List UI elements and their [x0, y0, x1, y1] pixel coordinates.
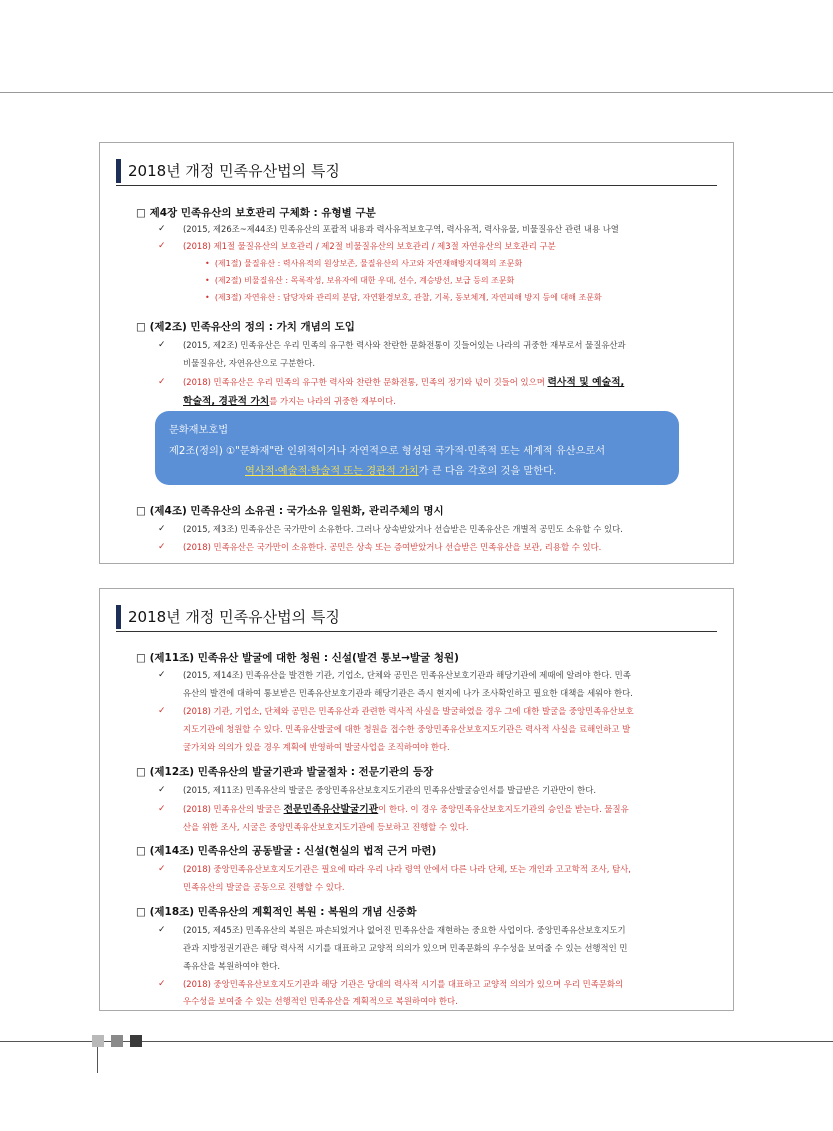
slide-2: 2018년 개정 민족유산법의 특징 □ (제11조) 민족유산 발굴에 대한 청원 : 신설(발견 통보→발굴 청원) ✓ (2015, 제14조) 민족유산을 발견한 기관, 기업소, 단체와 공민은 민족유산보호기관과 해당기관에 제때에 알려야 한다. 민족 유산의 발견에 대하여 통보받은 민족유산보호기관과 해당기관은 즉시 현지에 나가 조사확인하고 필요한 대책을 세워야 한다. ✓ (2018) 기관, 기업소, 단체와 공민은 민족유산과 관련한 력사적 사실을 발굴하였을 경우 그에 대한 발굴을 중앙민족유산보호 지도기관에 청원할 수 있다. 민족유산발굴에 대한 청원을 접수한 중앙민족유산보호지도기관은 력사적 사실을 료해인하고 발 굴가치와 의의가 있을 경우 계획에 반영하여 발굴사업을 조직하여야 한다. □ (제12조) 민족유산의 발굴기관과 발굴절차 : 전문기관의 등장 ✓ (2015, 제11조) 민족유산의 발굴은 중앙민족유산보호지도기관의 민족유산발굴승인서를 발급받은 기관만이 한다. ✓ (2018) 민족유산의 발굴은 전문민족유산발굴기관이 한다. 이 경우 중앙민족유산보호지도기관의 승인을 받는다. 물질유 산을 위한 조사, 시굴은 중앙민족유산보호지도기관에 등보하고 진행할 수 있다. □ (제14조) 민족유산의 공동발굴 : 신설(현실의 법적 근거 마련) ✓ (2018) 중앙민족유산보호지도기관은 필요에 따라 우리 나라 령역 안에서 다른 나라 단체, 또는 개인과 고고학적 조사, 탐사, 민족유산의 발굴을 공동으로 진행할 수 있다. □ (제18조) 민족유산의 계획적인 복원 : 복원의 개념 신중화 ✓ (2015, 제45조) 민족유산의 복원은 파손되었거나 없어진 민족유산을 재현하는 중요한 사업이다. 중앙민족유산보호지도기 관과 지방정권기관은 해당 력사적 시기를 대표하고 교양적 의의가 있으며 민족문화의 우수성을 보여줄 수 있는 선행적인 민 족유산을 복원하여야 한다. ✓ (2018) 중앙민족유산보호지도기관과 해당 기관은 당대의 력사적 시기를 대표하고 교양적 의의가 있으며 우리 민족문화의 우수성을 보여줄 수 있는 선행적인 민족유산을 계획적으로 복원하여야 한다.	[99, 588, 734, 1011]
check-icon: ✓	[158, 804, 166, 814]
highlight-text: 역사적·예술적·학술적 또는 경관적 가치	[245, 466, 419, 477]
header-rule	[0, 92, 833, 93]
footer-rule	[0, 1041, 833, 1042]
section-heading: □ (제11조) 민족유산 발굴에 대한 청원 : 신설(발견 통보→발굴 청원)	[136, 652, 459, 664]
slide-title-text: 2018년 개정 민족유산법의 특징	[128, 162, 340, 180]
check-icon: ✓	[158, 524, 166, 534]
quote-line: 제2조(정의) ①"문화재"란 인위적이거나 자연적으로 형성된 국가적·민족적 또는 세계적 유산으로서	[169, 446, 606, 457]
emphasis-text: 전문민족유산발굴기관	[283, 804, 379, 815]
check-icon: ✓	[158, 670, 166, 680]
sub-item: • (제3절) 자연유산 : 담당자와 관리의 분담, 자연환경보호, 관찰, 기록, 동보체계, 자연피해 방지 등에 대해 조문화	[205, 293, 602, 302]
emphasis-text: 력사적 및 예술적,	[547, 377, 625, 388]
check-icon: ✓	[158, 979, 166, 989]
title-accent-bar	[116, 605, 121, 629]
check-icon: ✓	[158, 925, 166, 935]
title-accent-bar	[116, 159, 121, 183]
check-icon: ✓	[158, 340, 166, 350]
check-icon: ✓	[158, 224, 166, 234]
slide-title	[116, 157, 717, 186]
slide-title-text: 2018년 개정 민족유산법의 특징	[128, 608, 340, 626]
slide-title	[116, 603, 717, 632]
section-heading: □ 제4장 민족유산의 보호관리 구체화 : 유형별 구분	[136, 207, 376, 219]
quote-line: 역사적·예술적·학술적 또는 경관적 가치가 큰 다음 각호의 것을 말한다.	[245, 466, 557, 477]
check-icon: ✓	[158, 864, 166, 874]
quote-label: 문화재보호법	[169, 425, 229, 436]
bullet-icon: •	[205, 293, 210, 302]
section-heading: □ (제18조) 민족유산의 계획적인 복원 : 복원의 개념 신중화	[136, 906, 417, 918]
section-heading: □ (제2조) 민족유산의 정의 : 가치 개념의 도입	[136, 321, 355, 333]
sub-item: • (제1절) 물질유산 : 력사유적의 원상보존, 물질유산의 사고와 자연재해방지대책의 조문화	[205, 259, 523, 268]
check-icon: ✓	[158, 785, 166, 795]
emphasis-text: 학술적, 경관적 가치	[183, 396, 270, 407]
check-icon: ✓	[158, 706, 166, 716]
law-quote-box	[155, 411, 679, 485]
sub-item: • (제2절) 비물질유산 : 목록작성, 보유자에 대한 우대, 선수, 계승방선, 보급 등의 조문화	[205, 276, 515, 285]
bullet-icon: •	[205, 259, 210, 268]
slide-1: 2018년 개정 민족유산법의 특징 □ 제4장 민족유산의 보호관리 구체화 : 유형별 구분 ✓ (2015, 제26조~제44조) 민족유산의 포괄적 내용과 력사유적보호구역, 력사유적, 력사유물, 비물질유산 관련 내용 나열 ✓ (2018) 제1절 물질유산의 보호관리 / 제2절 비물질유산의 보호관리 / 제3절 자연유산의 보호관리 구분 • (제1절) 물질유산 : 력사유적의 원상보존, 물질유산의 사고와 자연재해방지대책의 조문화 • (제2절) 비물질유산 : 목록작성, 보유자에 대한 우대, 선수, 계승방선, 보급 등의 조문화 • (제3절) 자연유산 : 담당자와 관리의 분담, 자연환경보호, 관찰, 기록, 동보체계, 자연피해 방지 등에 대해 조문화 □ (제2조) 민족유산의 정의 : 가치 개념의 도입 ✓ (2015, 제2조) 민족유산은 우리 민족의 유구한 력사와 찬란한 문화전통이 깃들어있는 나라의 귀중한 재부로서 물질유산과 비물질유산, 자연유산으로 구분한다. ✓ (2018) 민족유산은 우리 민족의 유구한 력사와 찬란한 문화전통, 민족의 정기와 넋이 깃들어 있으며 력사적 및 예술적, 학술적, 경관적 가치를 가지는 나라의 귀중한 재부이다. 문화재보호법 제2조(정의) ①"문화재"란 인위적이거나 자연적으로 형성된 국가적·민족적 또는 세계적 유산으로서 역사적·예술적·학술적 또는 경관적 가치가 큰 다음 각호의 것을 말한다. □ (제4조) 민족유산의 소유권 : 국가소유 일원화, 관리주체의 명시 ✓ (2015, 제3조) 민족유산은 국가만이 소유한다. 그러나 상속받았거나 선습받은 민족유산은 개별적 공민도 소유할 수 있다. ✓ (2018) 민족유산은 국가만이 소유한다. 공민은 상속 또는 증여받았거나 선습받은 민족유산을 보관, 리용할 수 있다.	[99, 142, 734, 564]
bullet-icon: •	[205, 276, 210, 285]
check-icon: ✓	[158, 241, 166, 251]
section-heading: □ (제4조) 민족유산의 소유권 : 국가소유 일원화, 관리주체의 명시	[136, 505, 444, 517]
section-heading: □ (제12조) 민족유산의 발굴기관과 발굴절차 : 전문기관의 등장	[136, 766, 434, 778]
section-heading: □ (제14조) 민족유산의 공동발굴 : 신설(현실의 법적 근거 마련)	[136, 845, 437, 857]
footer-square-icon	[130, 1035, 142, 1047]
check-icon: ✓	[158, 542, 166, 552]
footer-square-icon	[92, 1035, 104, 1047]
check-icon: ✓	[158, 377, 166, 387]
footer-square-icon	[111, 1035, 123, 1047]
